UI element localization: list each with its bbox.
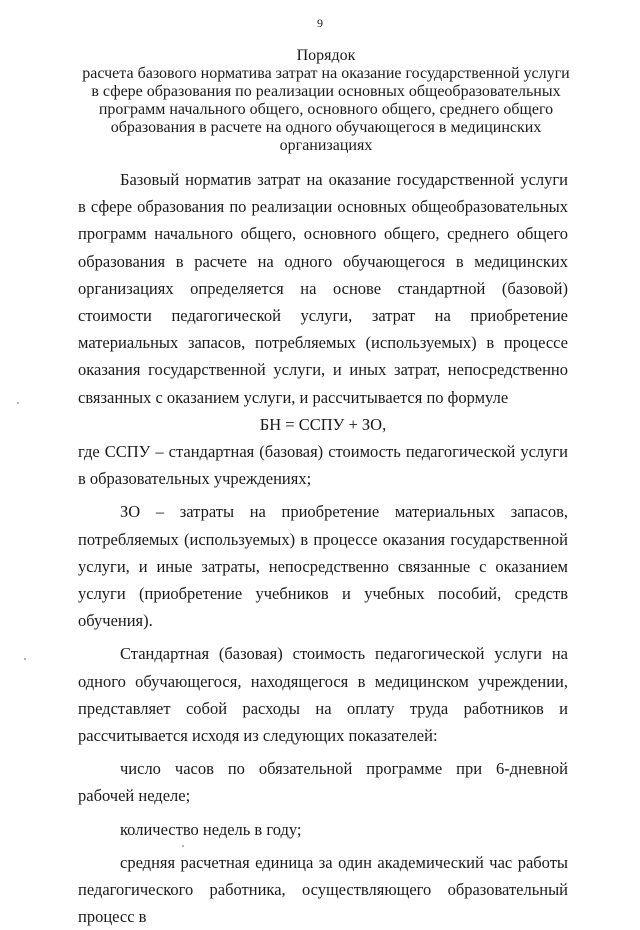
scan-speck (17, 402, 19, 404)
list-item-weeks: количество недель в году; (120, 819, 302, 839)
paragraph-standard-cost: Стандартная (базовая) стоимость педагогической услуги на одного обучающегося, находящегося в медицинском учреждении, представляет собой расходы на оплату труда работников и рассчитывается исходя из следующих показателей: (78, 644, 568, 746)
document-subtitle: расчета базового норматива затрат на оказание государственной услуги в сфере образования по реализации основных общеобразовательных программ начального общего, основного общего, среднего общего образования в расчете на одного обучающегося в медицинских организациях (82, 65, 570, 154)
scan-speck (24, 658, 26, 660)
paragraph-sspu-definition: где ССПУ – стандартная (базовая) стоимость педагогической услуги в образовательных учреждениях; (78, 442, 568, 489)
document-title: Порядок (296, 47, 356, 64)
paragraph-intro: Базовый норматив затрат на оказание государственной услуги в сфере образования по реализации основных общеобразовательных программ начального общего, основного общего, среднего общего образования в расчете на одного обучающегося в медицинских организациях определяется на основе стандартной (базовой) стоимости педагогической услуги, затрат на приобретение материальных запасов, потребляемых (используемых) в процессе оказания государственной услуги, и иных затрат, непосредственно связанных с оказанием услуги, и рассчитывается по формуле (78, 170, 568, 407)
paragraph-zo-definition: ЗО – затраты на приобретение материальных запасов, потребляемых (используемых) в процессе оказания государственной услуги, и иные затраты, непосредственно связанные с оказанием услуги (приобретение учебников и учебных пособий, средств обучения). (78, 502, 568, 631)
page-number: 9 (317, 16, 323, 30)
scan-speck (182, 845, 184, 847)
document-body (78, 166, 568, 930)
formula: БН = ССПУ + ЗО, (259, 414, 387, 434)
list-item-rate: средняя расчетная единица за один академический час работы педагогического работника, осуществляющего образовательный процесс в (78, 852, 568, 927)
document-heading (80, 47, 572, 155)
list-item-hours: число часов по обязательной программе при 6-дневной рабочей неделе; (78, 759, 568, 806)
